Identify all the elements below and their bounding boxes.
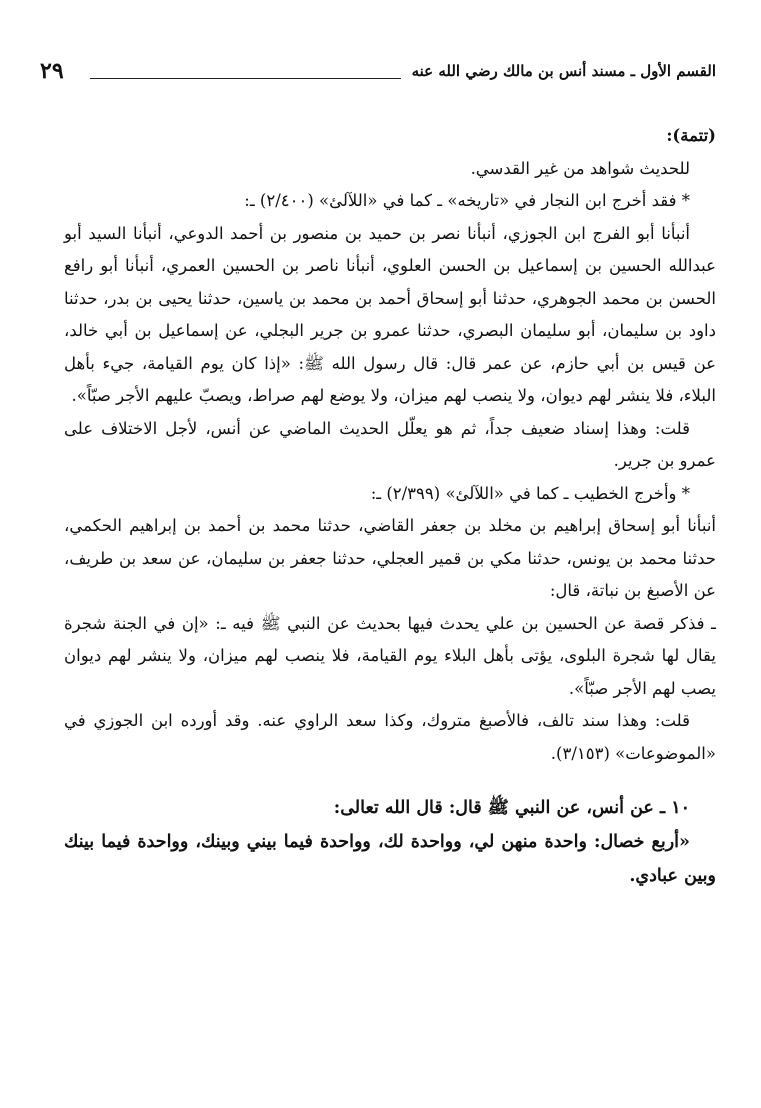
page-number: ٢٩: [40, 58, 64, 84]
page-body: [64, 120, 716, 893]
paragraph-story: ـ فذكر قصة عن الحسين بن علي يحدث فيها بحديث عن النبي ﷺ فيه ـ: «إن في الجنة شجرة يقال لها شجرة البلوى، يؤتى بأهل البلاء يوم القيامة، فلا ينصب لهم ميزان، ولا ينشر لهم ديوان يصب لهم الأجر صبّاً».: [64, 613, 716, 698]
header-rule: [90, 78, 401, 79]
hadith-heading: ١٠ ـ عن أنس، عن النبي ﷺ قال: قال الله تعالى:: [333, 798, 690, 818]
paragraph-source-1: * فقد أخرج ابن النجار في «تاريخه» ـ كما في «اللآلئ» (٢/٤٠٠) ـ:: [244, 191, 690, 210]
paragraph-comment-1: قلت: وهذا إسناد ضعيف جداً، ثم هو يعلّل الحديث الماضي عن أنس، لأجل الاختلاف على عمرو بن جرير.: [64, 418, 716, 470]
paragraph-comment-2: قلت: وهذا سند تالف، فالأصبغ متروك، وكذا سعد الراوي عنه. وقد أورده ابن الجوزي في «الموضوعات» (٣/١٥٣).: [64, 711, 716, 763]
paragraph-intro: للحديث شواهد من غير القدسي.: [470, 158, 690, 178]
hadith-text: «أربع خصال: واحدة منهن لي، وواحدة لك، وواحدة فيما بيني وبينك، وواحدة فيما بينك وبين عبادي.: [64, 831, 716, 886]
paragraph-isnad-1: أنبأنا أبو الفرج ابن الجوزي، أنبأنا نصر بن حميد بن منصور بن أحمد الدوعي، أنبأنا السيد أبو عبدالله الحسين بن إسماعيل بن الحسن العلوي، أنبأنا ناصر بن الحسين العمري، أنبأنا أبو رافع الحسن بن محمد الجوهري، حدثنا أبو إسحاق أحمد بن محمد بن ياسين، حدثنا يحيى بن بدر، حدثنا داود بن سليمان، أبو سليمان البصري، حدثنا عمرو بن جرير البجلي، عن إسماعيل بن أبي خالد، عن قيس بن أبي حازم، عن عمر قال: قال رسول الله ﷺ: «إذا كان يوم القيامة، جيء بأهل البلاء، فلا ينشر لهم ديوان، ولا ينصب لهم ميزان، ولا يوضع لهم صراط، ويصبّ عليهم الأجر صبّاً».: [64, 223, 716, 405]
running-header: [40, 58, 716, 92]
paragraph-isnad-2: أنبأنا أبو إسحاق إبراهيم بن مخلد بن جعفر القاضي، حدثنا محمد بن أحمد بن إبراهيم الحكمي، حدثنا محمد بن يونس، حدثنا مكي بن قمير العجلي، حدثنا جعفر بن سليمان، عن سعد بن طريف، عن الأصبغ بن نباتة، قال:: [64, 516, 716, 600]
paragraph-source-2: * وأخرج الخطيب ـ كما في «اللآلئ» (٢/٣٩٩) ـ:: [370, 483, 690, 503]
header-title: القسم الأول ـ مسند أنس بن مالك رضي الله عنه: [411, 62, 716, 80]
note-label: (تتمة):: [666, 126, 716, 145]
